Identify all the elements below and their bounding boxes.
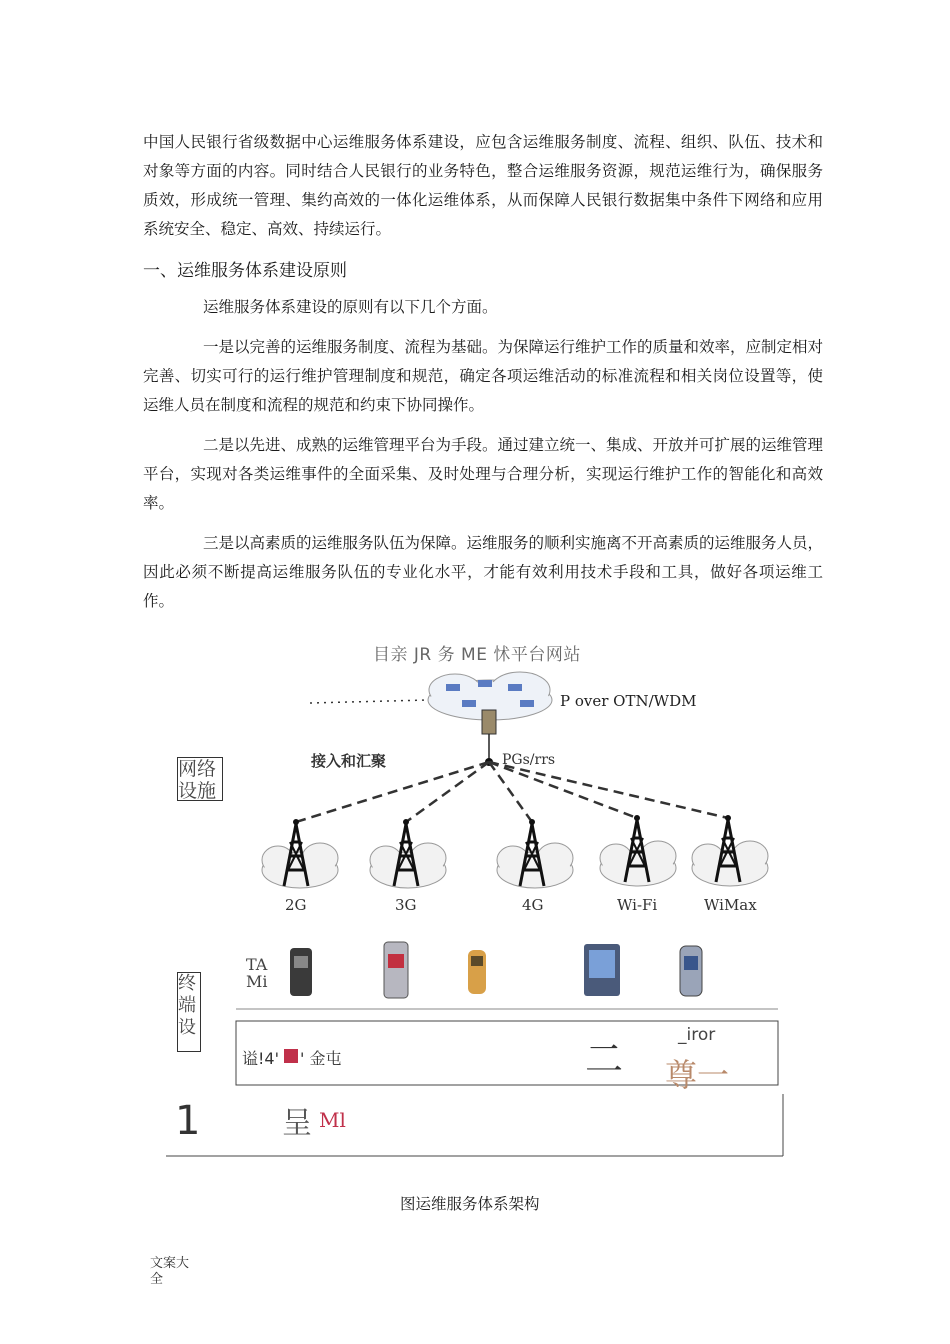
terminal-box: 终端设 <box>177 972 201 1052</box>
principle-two: 二是以先进、成熟的运维管理平台为手段。通过建立统一、集成、开放并可扩展的运维管理平台，实现对各类运维事件的全面采集、及时处理与合理分析，实现运行维护工作的智能化和高效率。 <box>143 436 824 512</box>
row1-right-text: ' 金屯 <box>300 1049 342 1068</box>
figure-title: 目亲 JR 务 ME 怵平台网站 <box>373 645 581 665</box>
row1-right-big: 尊一 <box>665 1056 730 1094</box>
principle-intro: 运维服务体系建设的原则有以下几个方面。 <box>203 298 498 316</box>
tower-label-2g: 2G <box>285 896 307 914</box>
tower-label-3g: 3G <box>395 896 417 914</box>
row1-left-text: 谥!4' <box>242 1049 279 1068</box>
hub-label: PGs/rrs <box>502 752 556 768</box>
section-heading: 一、运维服务体系建设原则 <box>143 261 347 281</box>
row2-ml: Ml <box>319 1108 346 1132</box>
core-cloud <box>428 672 552 720</box>
row2-number: 1 <box>175 1098 201 1144</box>
figure-caption: 图运维服务体系架构 <box>400 1195 540 1213</box>
tower-label-4g: 4G <box>522 896 544 914</box>
tower-label-wifi: Wi-Fi <box>617 896 658 914</box>
principle-three: 三是以高素质的运维服务队伍为保障。运维服务的顺利实施离不开高素质的运维服务人员，因此必须不断提高运维服务队伍的专业化水平，才能有效利用技术手段和工具，做好各项运维工作。 <box>143 534 824 610</box>
network-facility-box: 网络设施 <box>177 757 223 801</box>
access-label: 接入和汇聚 <box>311 752 387 770</box>
row1-mid-char: 二 <box>585 1037 624 1081</box>
terminal-label: TA Mi <box>246 955 268 991</box>
cloud-label: P over OTN/WDM <box>560 692 697 710</box>
tower-label-wimax: WiMax <box>704 896 757 914</box>
footer-text: 文案大全 <box>150 1256 190 1287</box>
row2-char: 呈 <box>282 1106 312 1141</box>
principle-one: 一是以完善的运维服务制度、流程为基础。为保障运行维护工作的质量和效率，应制定相对完善、切实可行的运行维护管理制度和规范，确定各项运维活动的标准流程和相关岗位设置等，使运维人员在制度和流程的规范和约束下协同操作。 <box>143 338 824 414</box>
terminal-devices <box>290 942 702 998</box>
intro-paragraph: 中国人民银行省级数据中心运维服务体系建设，应包含运维服务制度、流程、组织、队伍、技术和对象等方面的内容。同时结合人民银行的业务特色，整合运维服务资源，规范运维行为，确保服务质效，形成统一管理、集约高效的一体化运维体系，从而保障人民银行数据集中条件下网络和应用系统安全、稳定、高效、持续运行。 <box>143 133 823 238</box>
row1-top-right: _iror <box>678 1025 716 1045</box>
server-icon <box>482 710 496 734</box>
